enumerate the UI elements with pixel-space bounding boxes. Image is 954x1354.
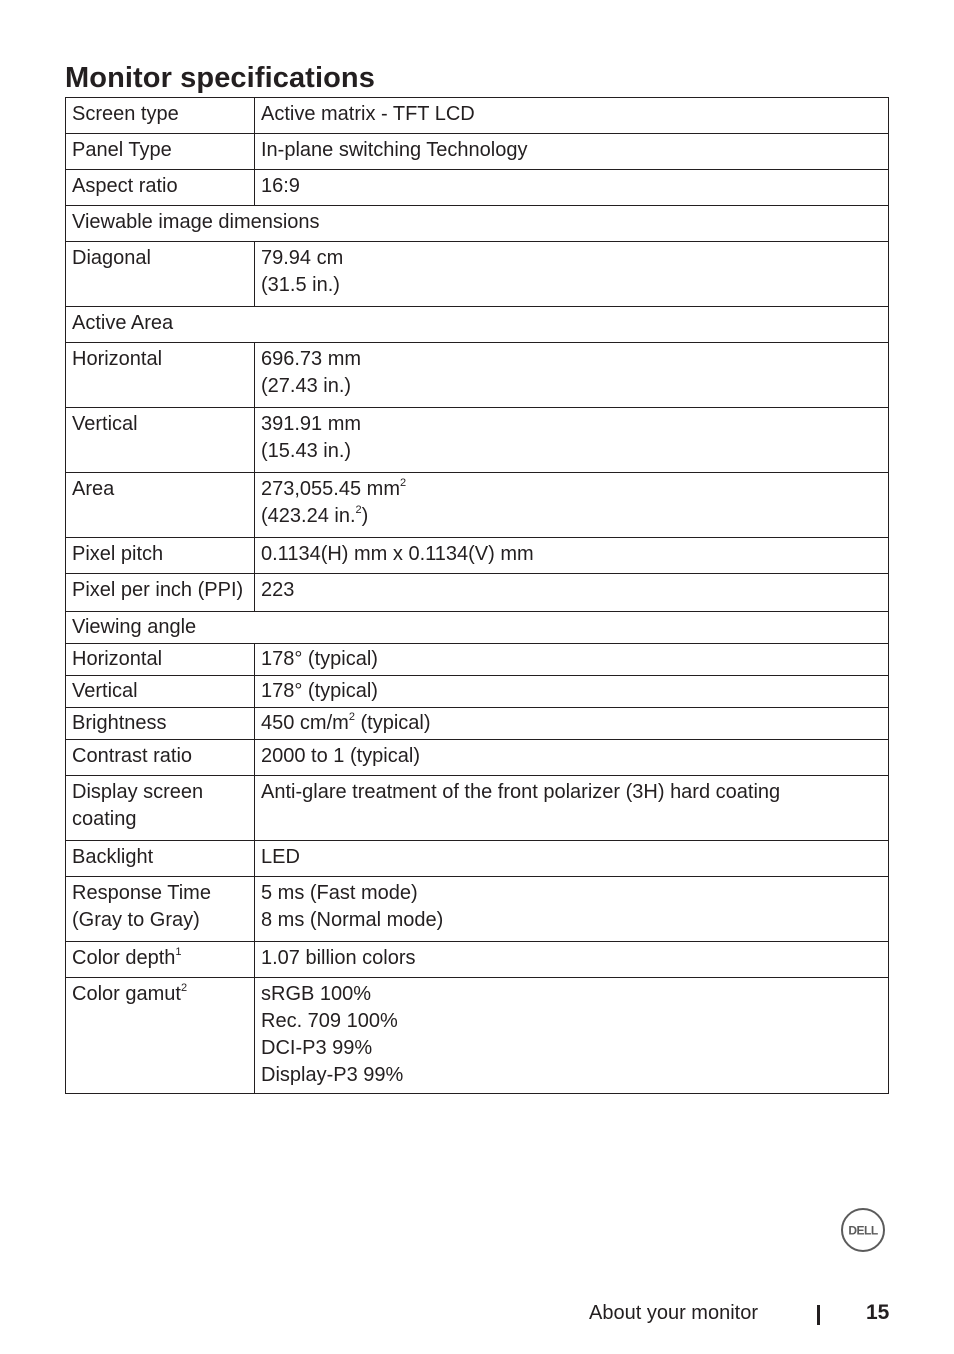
spec-value-line (261, 173, 882, 200)
table-section-row (66, 612, 889, 644)
spec-value-text: 178° (typical) (261, 680, 378, 702)
spec-value-text: 178° (typical) (261, 648, 378, 670)
table-row (66, 942, 889, 978)
spec-value (255, 408, 889, 473)
spec-label-text: Vertical (72, 413, 138, 435)
footer-section-title: About your monitor (589, 1302, 758, 1324)
table-row (66, 343, 889, 408)
spec-value (255, 676, 889, 708)
footnote-marker: 1 (175, 946, 182, 958)
spec-label (66, 776, 255, 841)
page-title: Monitor specifications (65, 62, 375, 94)
spec-value-line (261, 1008, 882, 1035)
spec-value (255, 978, 889, 1094)
spec-value-text: 1.07 billion colors (261, 947, 416, 969)
spec-label-text: Color gamut (72, 983, 181, 1005)
spec-value-text: 0.1134(H) mm x 0.1134(V) mm (261, 543, 534, 565)
spec-label (66, 170, 255, 206)
spec-value-text: Display-P3 99% (261, 1064, 404, 1086)
spec-label (66, 473, 255, 538)
spec-value-text: 273,055.45 mm (261, 478, 400, 500)
spec-value-text: 2000 to 1 (typical) (261, 745, 420, 767)
spec-value (255, 740, 889, 776)
spec-label-text: Brightness (72, 712, 167, 734)
spec-label (66, 942, 255, 978)
table-row (66, 473, 889, 538)
spec-value-line (261, 844, 882, 871)
spec-label (66, 644, 255, 676)
spec-value-text: LED (261, 846, 300, 868)
spec-value-line (261, 137, 882, 164)
spec-value-line (261, 1035, 882, 1062)
spec-label (66, 708, 255, 740)
spec-value (255, 538, 889, 574)
spec-value-text: Rec. 709 100% (261, 1010, 398, 1032)
spec-label (66, 978, 255, 1094)
spec-value-line (261, 373, 882, 400)
spec-value (255, 98, 889, 134)
spec-value-text: (423.24 in. (261, 505, 356, 527)
spec-value-line (261, 743, 882, 770)
spec-value-line (261, 907, 882, 934)
spec-label-text: Contrast ratio (72, 745, 193, 767)
spec-value (255, 841, 889, 877)
spec-value-text: 391.91 mm (261, 413, 362, 435)
spec-label (66, 841, 255, 877)
spec-value (255, 343, 889, 408)
table-section-row (66, 307, 889, 343)
spec-value-line (261, 710, 882, 737)
table-row (66, 740, 889, 776)
spec-value-line (261, 476, 882, 503)
table-row (66, 644, 889, 676)
footer-divider (817, 1305, 820, 1325)
spec-value-text: 79.94 cm (261, 247, 344, 269)
section-heading: Active Area (66, 307, 889, 343)
spec-value-line (261, 541, 882, 568)
spec-value (255, 574, 889, 612)
spec-label (66, 408, 255, 473)
spec-value-line (261, 245, 882, 272)
spec-value-line (261, 779, 882, 806)
superscript: 2 (355, 504, 362, 516)
spec-table (65, 97, 889, 1094)
spec-value-line (261, 438, 882, 465)
table-section-row (66, 206, 889, 242)
spec-label-text: Horizontal (72, 348, 163, 370)
spec-value-text: 696.73 mm (261, 348, 362, 370)
spec-label-text: Response Time (Gray to Gray) (72, 882, 211, 931)
spec-label (66, 538, 255, 574)
spec-label-text: Color depth (72, 947, 176, 969)
spec-value (255, 473, 889, 538)
table-row (66, 708, 889, 740)
spec-value-suffix: (typical) (354, 712, 431, 734)
table-row (66, 776, 889, 841)
spec-label-text: Screen type (72, 103, 179, 125)
spec-value-line (261, 678, 882, 705)
spec-label (66, 242, 255, 307)
spec-label-text: Backlight (72, 846, 154, 868)
spec-value (255, 708, 889, 740)
table-row (66, 877, 889, 942)
page-number: 15 (866, 1301, 890, 1324)
table-row (66, 574, 889, 612)
spec-value-suffix: ) (361, 505, 369, 527)
dell-logo-icon (841, 1208, 885, 1252)
table-row (66, 841, 889, 877)
spec-value-line (261, 577, 882, 604)
spec-label (66, 343, 255, 408)
spec-value (255, 242, 889, 307)
table-row (66, 676, 889, 708)
spec-label-text: Aspect ratio (72, 175, 178, 197)
spec-value-text: sRGB 100% (261, 983, 372, 1005)
spec-label (66, 134, 255, 170)
spec-value-text: DCI-P3 99% (261, 1037, 373, 1059)
spec-value-line (261, 272, 882, 299)
spec-value-text: 16:9 (261, 175, 300, 197)
spec-value (255, 942, 889, 978)
spec-label-text: Vertical (72, 680, 138, 702)
section-heading: Viewable image dimensions (66, 206, 889, 242)
spec-label (66, 676, 255, 708)
table-row (66, 538, 889, 574)
spec-label-text: Diagonal (72, 247, 151, 269)
spec-value (255, 170, 889, 206)
spec-label-text: Display screen coating (72, 781, 204, 830)
spec-value-line (261, 101, 882, 128)
spec-value-line (261, 646, 882, 673)
spec-value-line (261, 945, 882, 972)
spec-label-text: Horizontal (72, 648, 163, 670)
table-row (66, 134, 889, 170)
spec-label (66, 877, 255, 942)
spec-value-text: (27.43 in.) (261, 375, 352, 397)
spec-value (255, 134, 889, 170)
spec-label-text: Panel Type (72, 139, 172, 161)
spec-value-line (261, 411, 882, 438)
spec-label (66, 98, 255, 134)
spec-label-text: Pixel pitch (72, 543, 164, 565)
spec-value-text: (15.43 in.) (261, 440, 352, 462)
spec-value-text: Anti-glare treatment of the front polarizer (3H) hard coating (261, 781, 781, 803)
table-row (66, 978, 889, 1094)
footnote-marker: 2 (180, 982, 188, 994)
svg-text:DELL: DELL (848, 1223, 878, 1238)
spec-value-line (261, 981, 882, 1008)
spec-value-text: 450 cm/m (261, 712, 349, 734)
spec-value-text: 5 ms (Fast mode) (261, 882, 418, 904)
table-row (66, 242, 889, 307)
table-row (66, 98, 889, 134)
spec-label-text: Area (72, 478, 115, 500)
spec-label-text: Pixel per inch (PPI) (72, 579, 244, 601)
spec-value-text: 223 (261, 579, 295, 601)
spec-value-text: 8 ms (Normal mode) (261, 909, 444, 931)
spec-label (66, 574, 255, 612)
section-heading: Viewing angle (66, 612, 889, 644)
table-row (66, 408, 889, 473)
table-row (66, 170, 889, 206)
spec-value-line (261, 503, 882, 530)
spec-value-line (261, 1062, 882, 1089)
spec-value (255, 644, 889, 676)
spec-value-text: (31.5 in.) (261, 274, 340, 296)
spec-value-text: In-plane switching Technology (261, 139, 528, 161)
spec-value-line (261, 880, 882, 907)
superscript: 2 (399, 477, 407, 489)
spec-value (255, 776, 889, 841)
superscript: 2 (348, 711, 355, 723)
spec-value (255, 877, 889, 942)
spec-value-text: Active matrix - TFT LCD (261, 103, 475, 125)
spec-label (66, 740, 255, 776)
spec-value-line (261, 346, 882, 373)
